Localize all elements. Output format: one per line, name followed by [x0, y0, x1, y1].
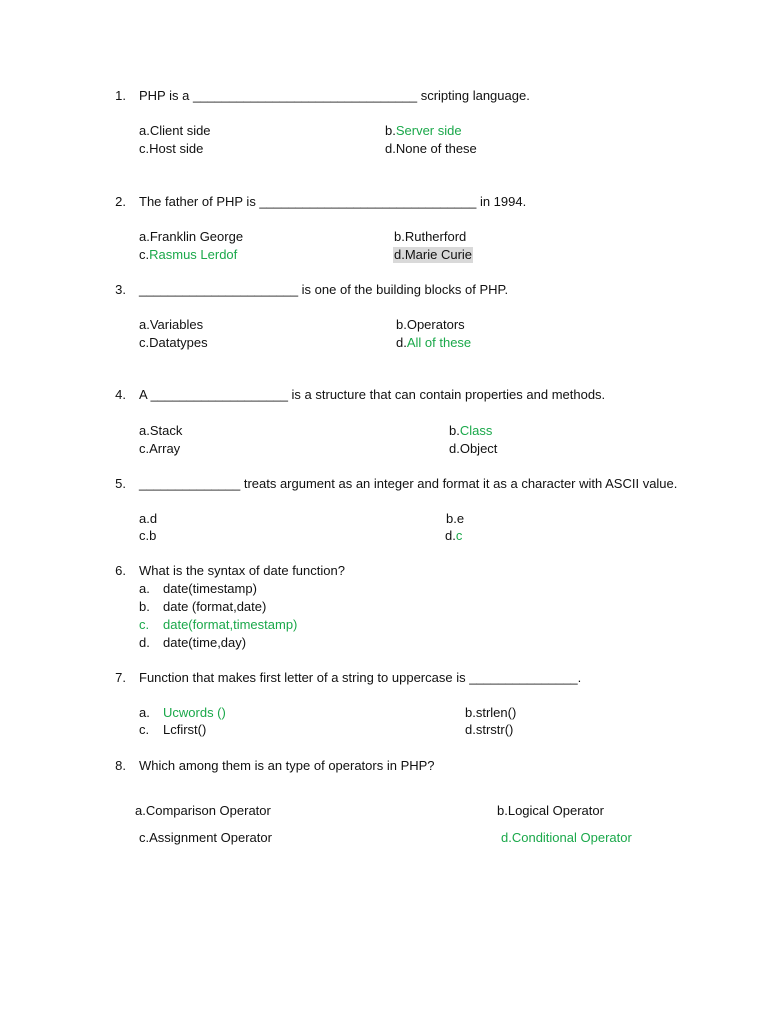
- question-4-option-d: d.Object: [449, 441, 498, 456]
- question-7-option-c-letter: c.: [139, 722, 150, 737]
- question-3-number: 3.: [115, 282, 126, 297]
- question-8-text: Which among them is an type of operators in PHP?: [139, 758, 435, 773]
- correct-answer: Class: [459, 423, 493, 438]
- question-3-text: ______________________ is one of the building blocks of PHP.: [139, 282, 509, 297]
- question-7-option-a-letter: a.: [139, 705, 150, 720]
- question-6-number: 6.: [115, 563, 126, 578]
- question-1-number: 1.: [115, 88, 126, 103]
- question-3-option-a: a.Variables: [139, 317, 204, 332]
- correct-answer: c: [455, 528, 463, 543]
- question-4-option-c: c.Array: [139, 441, 181, 456]
- question-8-option-c: c.Assignment Operator: [139, 830, 272, 845]
- question-1-option-a: a.Client side: [139, 123, 211, 138]
- question-5-text: ______________ treats argument as an integer and format it as a character with ASCII value.: [139, 476, 678, 491]
- question-7-option-b: b.strlen(): [465, 705, 517, 720]
- question-1-option-c: c.Host side: [139, 141, 204, 156]
- question-2-option-c: [139, 247, 237, 263]
- question-7-number: 7.: [115, 670, 126, 685]
- option-letter: d.: [445, 528, 456, 543]
- question-4-number: 4.: [115, 387, 126, 402]
- correct-answer: Server side: [395, 123, 462, 138]
- question-3-option-d: [396, 335, 471, 351]
- question-1-option-b: [385, 123, 462, 139]
- question-5-option-a: a.d: [139, 511, 158, 526]
- question-1-text: PHP is a _______________________________ scripting language.: [139, 88, 530, 103]
- option-letter: b.: [385, 123, 396, 138]
- question-4-option-b: [449, 423, 492, 439]
- option-letter: c.: [139, 247, 150, 262]
- correct-answer: Rasmus Lerdof: [149, 247, 238, 262]
- question-5-option-b: b.e: [446, 511, 465, 526]
- question-2-option-a: a.Franklin George: [139, 229, 244, 244]
- question-5-number: 5.: [115, 476, 126, 491]
- question-6-option-a: date(timestamp): [163, 581, 257, 596]
- option-letter: b.: [449, 423, 460, 438]
- question-3-option-c: c.Datatypes: [139, 335, 208, 350]
- question-7-option-c: Lcfirst(): [163, 722, 207, 737]
- question-5-option-d: [445, 528, 462, 544]
- question-3-option-b: b.Operators: [396, 317, 465, 332]
- question-2-option-d: d.Marie Curie: [394, 247, 473, 262]
- question-4-text: A ___________________ is a structure that can contain properties and methods.: [139, 387, 606, 402]
- correct-answer: All of these: [406, 335, 472, 350]
- question-1-option-d: d.None of these: [385, 141, 477, 156]
- question-6-option-d: date(time,day): [163, 635, 247, 650]
- question-7-text: Function that makes first letter of a string to uppercase is _______________.: [139, 670, 582, 685]
- question-7-option-a: Ucwords (): [163, 705, 226, 720]
- question-4-option-a: a.Stack: [139, 423, 183, 438]
- question-8-number: 8.: [115, 758, 126, 773]
- option-letter: d.: [396, 335, 407, 350]
- question-8-option-d: d.Conditional Operator: [501, 830, 632, 845]
- question-7-option-d: d.strstr(): [465, 722, 514, 737]
- question-6-option-b-letter: b.: [139, 599, 150, 614]
- question-8-option-a: a.Comparison Operator: [135, 803, 271, 818]
- question-6-option-d-letter: d.: [139, 635, 150, 650]
- question-6-option-c-letter: c.: [139, 617, 150, 632]
- question-6-option-a-letter: a.: [139, 581, 150, 596]
- question-6-text: What is the syntax of date function?: [139, 563, 345, 578]
- question-8-option-b: b.Logical Operator: [497, 803, 604, 818]
- question-2-option-b: b.Rutherford: [394, 229, 467, 244]
- question-6-option-c: date(format,timestamp): [163, 617, 298, 632]
- question-6-option-b: date (format,date): [163, 599, 267, 614]
- question-2-text: The father of PHP is ______________________________ in 1994.: [139, 194, 527, 209]
- question-2-number: 2.: [115, 194, 126, 209]
- question-5-option-c: c.b: [139, 528, 157, 543]
